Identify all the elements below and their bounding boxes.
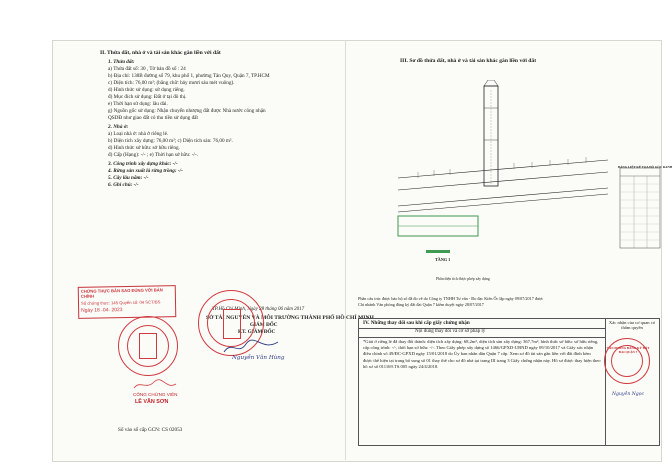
caption-line: Phần cấu trúc được bảo hộ sổ đã đo vẽ do Công ty TNHH Tư vấn - Đo đạc Kiến Ốc lập ngày 09/07/2017 được [358, 296, 544, 301]
notary-name: LÊ VĂN SƠN [135, 399, 169, 405]
issuer-sub-title: KT. GIÁM ĐỐC [238, 329, 276, 335]
stamp-line: CHỨNG THỰC BẢN SAO ĐÚNG VỚI BẢN CHÍNH [80, 287, 163, 299]
changes-section-title: IV. Những thay đổi sau khi cấp giấy chứng nhận [363, 320, 470, 326]
caption-line: Chi nhánh Văn phòng đăng ký đất đai Quận 7 kiểm duyệt ngày 28/07/2017 [358, 302, 484, 307]
notary-signature-mark [132, 378, 178, 392]
stamp-line: Ngày 18 -04- 2023 [81, 307, 123, 314]
other-line: 6. Ghi chú: -/- [108, 182, 139, 188]
section-ii-title: II. Thửa đất, nhà ở và tài sản khác gắn liền với đất [100, 50, 221, 56]
change-text: *Giải ở riêng lẻ đã thay đổi thành: diện tích xây dựng: 68,2m², diện tích sàn xây dựng: 367,7m², hình thức sở hữu: sở hữu riêng, cấp công trình: -/-, thời hạn sở hữu: -/-. Theo Giấy phép xây dựng số 1466/GPXD-UBND ngày 09/10/2017 và Giấy xác nhận điều chỉnh số 49/ĐC-GPXD ngày 15/01/2018 do Ủy ban nhân dân Quận 7 cấp. Xem sơ đồ tài sản gắn liền với đất đính kèm được thể hiện tại trang bổ sung số 01 thay thế cho sơ đồ nhà tại trang III trang 3 Giấy chứng nhận này. Hồ sơ được thay hiện theo hồ sơ số 011169.TS.005 ngày 24/4/2018. [363, 339, 601, 369]
house-line: b) Diện tích xây dựng: 76,00 m²; c) Diện tích sàn: 76,00 m². [108, 138, 233, 144]
changes-body [359, 337, 606, 445]
stamp-line: Số chứng thực: 145 Quyển số: 04 SCT/BS [80, 299, 161, 306]
section-iii-title: III. Sơ đồ thửa đất, nhà ở và tài sản khác gắn liền với đất [400, 58, 537, 64]
floor-label: TẦNG 1 [435, 257, 451, 262]
certified-copy-stamp [78, 285, 177, 319]
other-line: 4. Rừng sản xuất là rừng trồng: -/- [108, 168, 183, 174]
confirm-signer: Nguyễn Ngọc [612, 392, 645, 397]
other-line: 5. Cây lâu năm: -/- [108, 175, 149, 181]
land-line: d) Hình thức sử dụng: sử dụng riêng. [108, 87, 185, 93]
land-line: b) Địa chỉ: 138B đường số 79, khu phố 1, phường Tân Quy, Quận 7, TP.HCM [108, 73, 270, 79]
land-line: a) Thửa đất số: 30 , Tờ bản đồ số : 24 [108, 66, 186, 72]
house-line: a) Loại nhà ở: nhà ở riêng lẻ. [108, 131, 169, 137]
notary-title: CÔNG CHỨNG VIÊN [133, 392, 178, 397]
other-line: 3. Công trình xây dựng khác: -/- [108, 161, 178, 167]
confirm-stamp-text: VĂN PHÒNG ĐĂNG KÝ ĐẤT ĐAI QUẬN 7 [606, 346, 650, 354]
signature-mark [222, 338, 282, 356]
issuer-name: SỞ TÀI NGUYÊN VÀ MÔI TRƯỜNG THÀNH PHỐ HỒ CHÍ MINH [206, 315, 374, 321]
legend-title: BẢNG LIỆT KÊ TỌA ĐỘ GÓC RANH [618, 165, 672, 169]
col-content-header: Nội dung thay đổi và cơ sở pháp lý [415, 329, 486, 334]
land-line: g) Nguồn gốc sử dụng: Nhận chuyển nhượng đất được Nhà nước công nhận [108, 108, 266, 114]
land-heading: 1. Thửa đất: [108, 59, 135, 65]
land-line: đ) Mục đích sử dụng: Đất ở tại đô thị. [108, 94, 187, 100]
land-line: QSDĐ như giao đất có thu tiền sử dụng đất [108, 115, 198, 121]
land-plot-diagram [388, 80, 668, 280]
house-line: d) Hình thức sở hữu: sở hữu riêng. [108, 145, 180, 151]
page-fold-line [345, 40, 346, 460]
land-line: e) Thời hạn sử dụng: lâu dài. [108, 101, 168, 107]
place-date: TP.Hồ Chí Minh, Ngày 28 tháng 06 năm 2017 [212, 307, 305, 312]
issuer-title: GIÁM ĐỐC [250, 322, 278, 328]
signer-name: Nguyễn Văn Hùng [232, 355, 285, 361]
house-line: đ) Cấp (Hạng): -/- ; e) Thời hạn sở hữu: -/-. [108, 152, 198, 158]
confirm-seal [604, 338, 650, 384]
house-heading: 2. Nhà ở: [108, 124, 129, 130]
land-line: c) Diện tích: 76,00 m²; (bằng chữ: bảy mươi sáu mét vuông). [108, 80, 235, 86]
col-confirm-header: Xác nhận của cơ quan có thẩm quyền [608, 320, 656, 331]
register-number: Số vào sổ cấp GCN: CS 02053 [118, 427, 183, 433]
notary-seal [118, 316, 178, 376]
changes-table [358, 318, 660, 446]
buildable-note: Phần diện tích được phép xây dựng [436, 277, 490, 281]
